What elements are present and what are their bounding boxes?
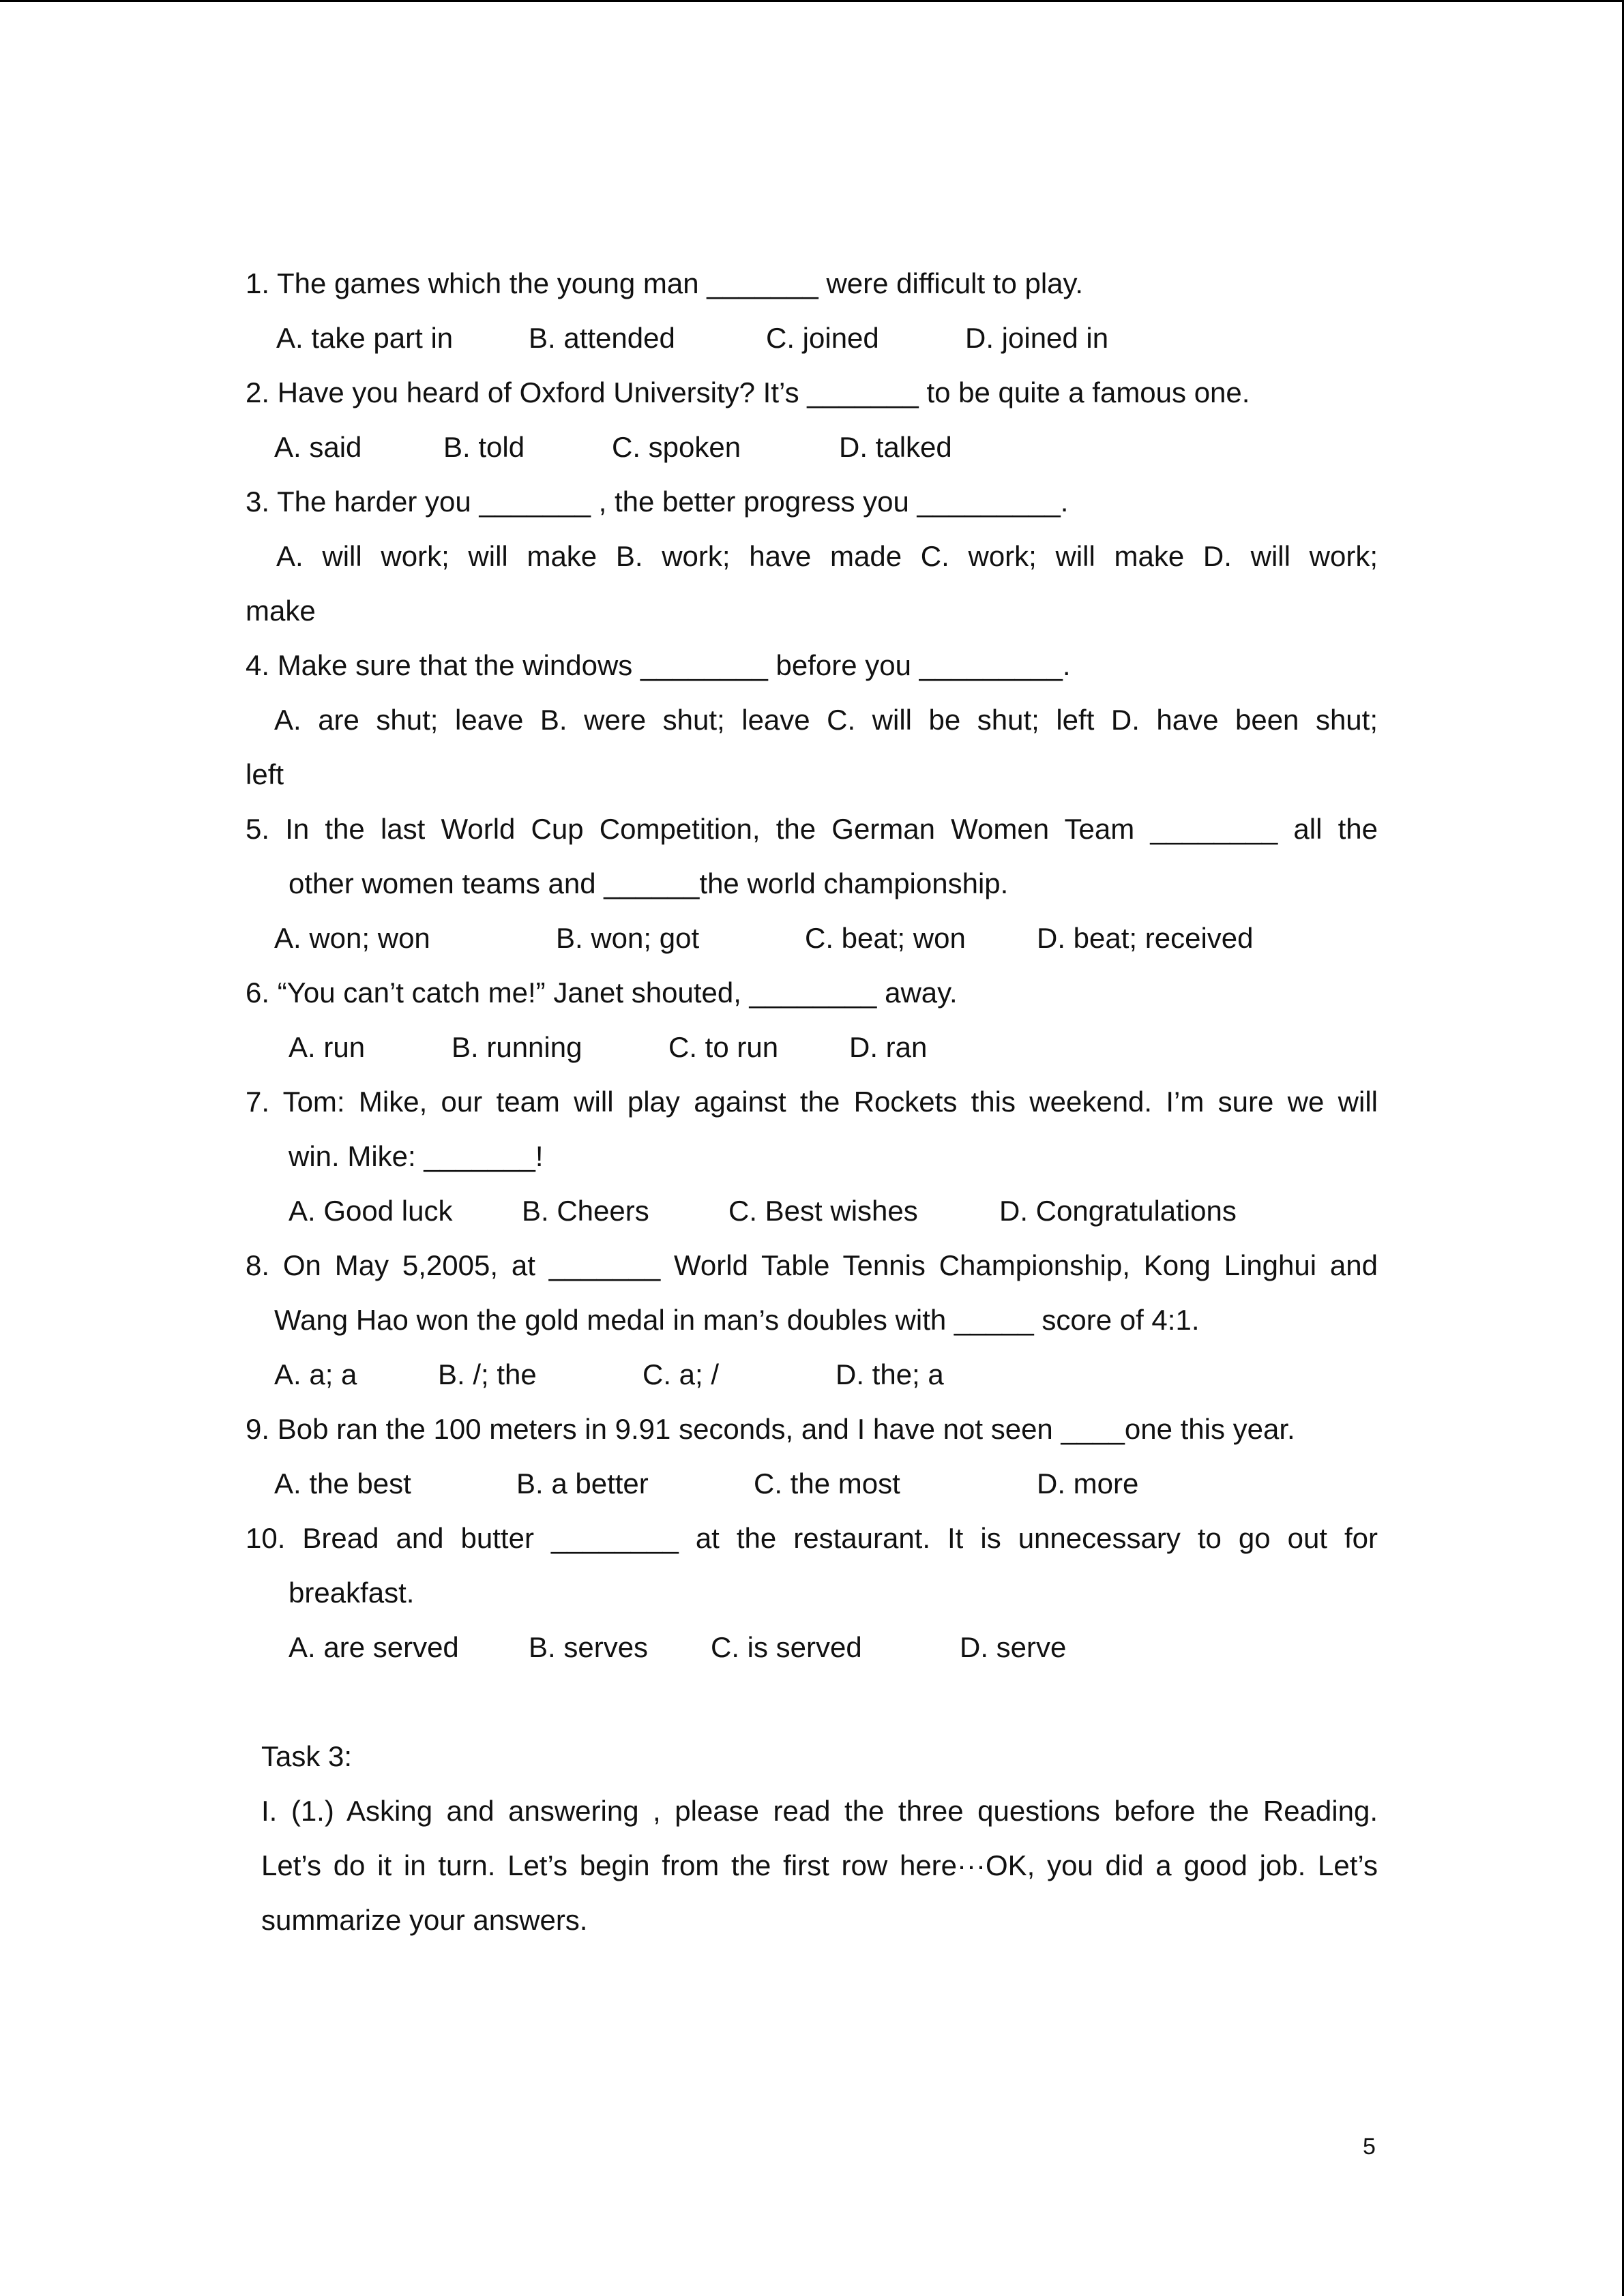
q6-stem: 6. “You can’t catch me!” Janet shouted, ________ away. [246,976,958,1009]
q4-stem: 4. Make sure that the windows ________ before you _________. [246,649,1071,681]
q5-option-d: D. beat; received [1037,922,1254,954]
q5-option-b: B. won; got [556,922,700,954]
q8-option-c: C. a; / [643,1358,720,1390]
q2-option-c: C. spoken [612,431,741,463]
q1-option-d: D. joined in [965,322,1109,354]
task3-heading: Task 3: [261,1740,353,1772]
q2-option-d: D. talked [839,431,952,463]
q7-stem-continued: win. Mike: _______! [289,1140,544,1172]
q8-option-b: B. /; the [438,1358,537,1390]
q10-option-b: B. serves [529,1631,649,1663]
top-border [0,0,1624,2]
q5-stem-continued: other women teams and ______the world championship. [289,867,1009,899]
q5-stem: 5. In the last World Cup Competition, the German Women Team ________ all the [246,813,1378,845]
q9-stem: 9. Bob ran the 100 meters in 9.91 seconds, and I have not seen ____one this year. [246,1413,1295,1445]
q2-option-b: B. told [443,431,525,463]
q7-option-a: A. Good luck [289,1195,453,1227]
q6-option-b: B. running [452,1031,582,1063]
q4-options-wrap: left [246,758,284,790]
q9-option-c: C. the most [754,1467,900,1500]
q7-option-d: D. Congratulations [999,1195,1237,1227]
page-number: 5 [1363,2134,1376,2160]
q4-options: A. are shut; leave B. were shut; leave C. will be shut; left D. have been shut; [274,704,1378,736]
q10-option-d: D. serve [960,1631,1067,1663]
q8-option-d: D. the; a [836,1358,944,1390]
q7-option-c: C. Best wishes [728,1195,918,1227]
q10-stem-continued: breakfast. [289,1577,415,1609]
q1-option-b: B. attended [529,322,675,354]
q6-option-d: D. ran [849,1031,928,1063]
q9-option-b: B. a better [516,1467,649,1500]
q10-option-a: A. are served [289,1631,459,1663]
q9-option-d: D. more [1037,1467,1139,1500]
task3-line-1: I. (1.) Asking and answering , please read the three questions before the Reading. [261,1795,1378,1827]
q3-options-wrap: make [246,595,316,627]
q10-stem: 10. Bread and butter ________ at the restaurant. It is unnecessary to go out for [246,1522,1378,1554]
q7-stem: 7. Tom: Mike, our team will play against the Rockets this weekend. I’m sure we will [246,1086,1378,1118]
q9-option-a: A. the best [274,1467,411,1500]
q8-stem: 8. On May 5,2005, at _______ World Table Tennis Championship, Kong Linghui and [246,1249,1378,1281]
q2-option-a: A. said [274,431,362,463]
q10-option-c: C. is served [711,1631,862,1663]
q3-stem: 3. The harder you _______ , the better progress you _________. [246,486,1069,518]
q1-option-c: C. joined [766,322,879,354]
q5-option-c: C. beat; won [805,922,966,954]
q8-stem-continued: Wang Hao won the gold medal in man’s doubles with _____ score of 4:1. [274,1304,1200,1336]
q6-option-a: A. run [289,1031,366,1063]
q1-option-a: A. take part in [276,322,454,354]
q2-stem: 2. Have you heard of Oxford University? It’s _______ to be quite a famous one. [246,376,1250,408]
q1-stem: 1. The games which the young man _______ were difficult to play. [246,267,1084,299]
q7-option-b: B. Cheers [522,1195,649,1227]
task3-line-2: Let’s do it in turn. Let’s begin from the first row here···OK, you did a good job. Let’s [261,1849,1378,1881]
q6-option-c: C. to run [668,1031,779,1063]
q3-options: A. will work; will make B. work; have made C. work; will make D. will work; [276,540,1378,572]
task3-line-3: summarize your answers. [261,1904,588,1936]
q5-option-a: A. won; won [274,922,430,954]
q8-option-a: A. a; a [274,1358,357,1390]
